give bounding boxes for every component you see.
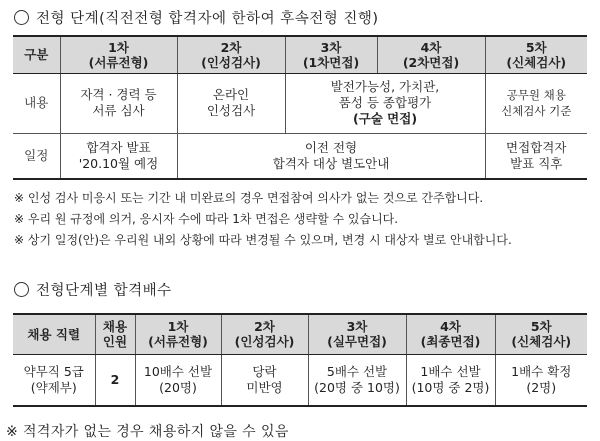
stage-1-cell: 10배수 선발 (20명): [135, 354, 221, 406]
header-position: 채용 직렬: [13, 314, 95, 354]
stage-4-cell: 1배수 선발 (10명 중 2명): [406, 354, 495, 406]
circle-bullet-icon: [14, 282, 29, 297]
table-header-row: [13, 36, 587, 73]
notes-list: [14, 188, 512, 251]
header-stage-4: 4차 (2차면접): [377, 36, 485, 73]
table-header-row: [13, 314, 587, 354]
header-stage-4: 4차 (최종면접): [406, 314, 495, 354]
footer-note: ※ 적격자가 없는 경우 채용하지 않을 수 있음: [6, 424, 289, 440]
table-row: [13, 354, 587, 406]
header-count: 채용 인원: [95, 314, 135, 354]
stage-3-cell: 5배수 선발 (20명 중 10명): [308, 354, 406, 406]
header-stage-5: 5차 (신체검사): [485, 36, 587, 73]
table-row-schedule: [13, 133, 587, 179]
schedule-stage-5: 면접합격자 발표 직후: [485, 133, 587, 179]
content-stage-3-4: 발전가능성, 가치관, 품성 등 종합평가 (구술 면접): [285, 73, 485, 133]
content-stage-2: 온라인 인성검사: [177, 73, 285, 133]
header-stage-3: 3차 (실무면접): [308, 314, 406, 354]
circle-bullet-icon: [14, 10, 29, 25]
schedule-stage-2-4: 이전 전형 합격자 대상 별도안내: [177, 133, 485, 179]
header-stage-1: 1차 (서류전형): [60, 36, 177, 73]
row-label-content: 내용: [13, 73, 60, 133]
header-stage-5: 5차 (신체검사): [495, 314, 587, 354]
note-item: ※ 상기 일정(안)은 우리원 내외 상황에 따라 변경될 수 있으며, 변경 시 대상자 별로 안내합니다.: [14, 233, 512, 247]
header-stage-1: 1차 (서류전형): [135, 314, 221, 354]
schedule-stage-1: 합격자 발표 '20.10월 예정: [60, 133, 177, 179]
stage-2-cell: 당락 미반영: [221, 354, 308, 406]
count-cell: 2: [95, 354, 135, 406]
note-item: ※ 우리 원 규정에 의거, 응시자 수에 따라 1차 면접은 생략할 수 있습니다.: [14, 212, 399, 226]
note-item: ※ 인성 검사 미응시 또는 기간 내 미완료의 경우 면접참여 의사가 없는 것으로 간주합니다.: [14, 191, 484, 205]
header-stage-2: 2차 (인성검사): [177, 36, 285, 73]
content-stage-1: 자격 · 경력 등 서류 심사: [60, 73, 177, 133]
header-stage-3: 3차 (1차면접): [285, 36, 377, 73]
section-title-stages: 전형 단계(직전전형 합격자에 한하여 후속전형 진행): [14, 7, 379, 28]
content-stage-5: 공무원 채용 신체검사 기준: [485, 73, 587, 133]
row-label-schedule: 일정: [13, 133, 60, 179]
stages-table: [13, 35, 587, 180]
multiples-table: [13, 313, 587, 407]
stage-5-cell: 1배수 확정 (2명): [495, 354, 587, 406]
section-title-multiples: 전형단계별 합격배수: [14, 279, 172, 300]
table-row-content: [13, 73, 587, 133]
position-cell: 약무직 5급 (약제부): [13, 354, 95, 406]
header-label: 구분: [13, 36, 60, 73]
header-stage-2: 2차 (인성검사): [221, 314, 308, 354]
